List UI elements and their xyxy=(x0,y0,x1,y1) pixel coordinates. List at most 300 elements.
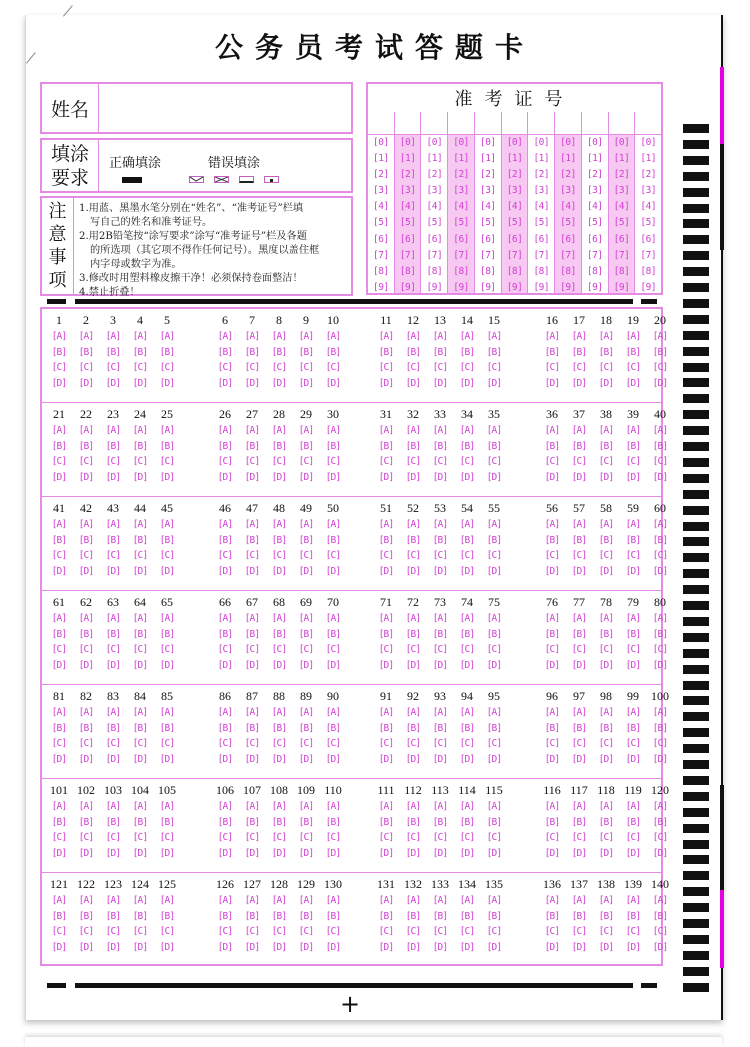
option-bubble[interactable]: [D] xyxy=(459,941,475,953)
digit-bubble[interactable]: [2] xyxy=(640,169,657,181)
option-bubble[interactable]: [A] xyxy=(571,895,587,906)
option-bubble[interactable]: [D] xyxy=(51,377,67,389)
option-bubble[interactable]: [B] xyxy=(459,722,475,734)
digit-bubble[interactable]: [1] xyxy=(453,153,469,165)
option-bubble[interactable]: [C] xyxy=(244,550,260,561)
option-bubble[interactable]: [A] xyxy=(271,331,287,342)
option-bubble[interactable]: [C] xyxy=(486,926,502,937)
digit-bubble[interactable]: [3] xyxy=(506,185,523,197)
digit-bubble[interactable]: [2] xyxy=(586,169,603,181)
digit-bubble[interactable]: [0] xyxy=(373,137,389,148)
option-bubble[interactable]: [B] xyxy=(159,346,175,358)
option-bubble[interactable]: [C] xyxy=(244,832,260,843)
option-bubble[interactable]: [C] xyxy=(486,738,502,749)
digit-bubble[interactable]: [6] xyxy=(426,233,443,245)
option-bubble[interactable]: [D] xyxy=(51,565,67,577)
option-bubble[interactable]: [D] xyxy=(486,753,502,765)
option-bubble[interactable]: [B] xyxy=(298,534,314,546)
option-bubble[interactable]: [D] xyxy=(378,659,394,671)
digit-bubble[interactable]: [3] xyxy=(426,185,443,197)
option-bubble[interactable]: [A] xyxy=(432,895,448,906)
option-bubble[interactable]: [D] xyxy=(244,753,260,765)
option-bubble[interactable]: [A] xyxy=(105,331,121,342)
option-bubble[interactable]: [A] xyxy=(378,425,394,436)
option-bubble[interactable]: [B] xyxy=(405,534,421,546)
option-bubble[interactable]: [A] xyxy=(78,801,94,812)
digit-bubble[interactable]: [7] xyxy=(586,249,603,261)
option-bubble[interactable]: [D] xyxy=(625,377,641,389)
option-bubble[interactable]: [A] xyxy=(298,613,314,624)
option-bubble[interactable]: [B] xyxy=(244,910,260,922)
option-bubble[interactable]: [A] xyxy=(298,331,314,342)
option-bubble[interactable]: [C] xyxy=(544,738,560,749)
option-bubble[interactable]: [D] xyxy=(105,565,121,577)
option-bubble[interactable]: [A] xyxy=(571,801,587,812)
digit-bubble[interactable]: [3] xyxy=(586,185,603,197)
option-bubble[interactable]: [C] xyxy=(78,926,94,937)
option-bubble[interactable]: [C] xyxy=(78,456,94,467)
option-bubble[interactable]: [C] xyxy=(432,832,448,843)
option-bubble[interactable]: [D] xyxy=(244,565,260,577)
digit-bubble[interactable]: [7] xyxy=(506,249,523,261)
option-bubble[interactable]: [B] xyxy=(105,722,121,734)
option-bubble[interactable]: [B] xyxy=(271,440,287,452)
option-bubble[interactable]: [B] xyxy=(459,816,475,828)
option-bubble[interactable]: [D] xyxy=(132,753,148,765)
option-bubble[interactable]: [D] xyxy=(78,377,94,389)
option-bubble[interactable]: [D] xyxy=(271,659,287,671)
digit-bubble[interactable]: [7] xyxy=(640,249,657,261)
option-bubble[interactable]: [A] xyxy=(105,425,121,436)
option-bubble[interactable]: [B] xyxy=(652,440,668,452)
option-bubble[interactable]: [D] xyxy=(217,941,233,953)
option-bubble[interactable]: [D] xyxy=(78,471,94,483)
option-bubble[interactable]: [A] xyxy=(217,425,233,436)
option-bubble[interactable]: [A] xyxy=(298,895,314,906)
option-bubble[interactable]: [C] xyxy=(544,456,560,467)
option-bubble[interactable]: [B] xyxy=(625,628,641,640)
digit-bubble[interactable]: [8] xyxy=(586,265,603,277)
option-bubble[interactable]: [D] xyxy=(378,941,394,953)
option-bubble[interactable]: [A] xyxy=(652,425,668,436)
option-bubble[interactable]: [D] xyxy=(486,659,502,671)
digit-bubble[interactable]: [0] xyxy=(506,137,523,148)
digit-bubble[interactable]: [3] xyxy=(479,185,496,197)
option-bubble[interactable]: [C] xyxy=(486,362,502,373)
option-bubble[interactable]: [D] xyxy=(132,377,148,389)
option-bubble[interactable]: [D] xyxy=(217,753,233,765)
option-bubble[interactable]: [B] xyxy=(51,346,67,358)
digit-bubble[interactable]: [0] xyxy=(640,137,657,148)
option-bubble[interactable]: [A] xyxy=(405,613,421,624)
option-bubble[interactable]: [A] xyxy=(459,613,475,624)
digit-bubble[interactable]: [6] xyxy=(506,233,523,245)
option-bubble[interactable]: [A] xyxy=(459,425,475,436)
option-bubble[interactable]: [C] xyxy=(652,362,668,373)
option-bubble[interactable]: [A] xyxy=(378,613,394,624)
option-bubble[interactable]: [C] xyxy=(217,926,233,937)
option-bubble[interactable]: [C] xyxy=(378,832,394,843)
option-bubble[interactable]: [D] xyxy=(625,471,641,483)
option-bubble[interactable]: [A] xyxy=(652,613,668,624)
option-bubble[interactable]: [D] xyxy=(271,753,287,765)
option-bubble[interactable]: [C] xyxy=(298,644,314,655)
option-bubble[interactable]: [B] xyxy=(598,722,614,734)
option-bubble[interactable]: [B] xyxy=(244,346,260,358)
option-bubble[interactable]: [B] xyxy=(51,722,67,734)
option-bubble[interactable]: [B] xyxy=(51,816,67,828)
option-bubble[interactable]: [B] xyxy=(132,816,148,828)
option-bubble[interactable]: [B] xyxy=(652,722,668,734)
option-bubble[interactable]: [A] xyxy=(105,895,121,906)
digit-bubble[interactable]: [3] xyxy=(533,185,550,197)
option-bubble[interactable]: [B] xyxy=(432,440,448,452)
digit-bubble[interactable]: [6] xyxy=(399,233,416,245)
option-bubble[interactable]: [B] xyxy=(325,628,341,640)
option-bubble[interactable]: [A] xyxy=(571,613,587,624)
option-bubble[interactable]: [B] xyxy=(132,628,148,640)
option-bubble[interactable]: [B] xyxy=(432,628,448,640)
option-bubble[interactable]: [C] xyxy=(298,926,314,937)
option-bubble[interactable]: [C] xyxy=(598,456,614,467)
digit-bubble[interactable]: [1] xyxy=(560,153,576,165)
option-bubble[interactable]: [B] xyxy=(598,440,614,452)
option-bubble[interactable]: [D] xyxy=(298,847,314,859)
digit-bubble[interactable]: [5] xyxy=(533,217,550,229)
option-bubble[interactable]: [C] xyxy=(51,926,67,937)
option-bubble[interactable]: [D] xyxy=(625,565,641,577)
option-bubble[interactable]: [A] xyxy=(51,707,67,718)
digit-bubble[interactable]: [5] xyxy=(586,217,603,229)
option-bubble[interactable]: [B] xyxy=(405,346,421,358)
option-bubble[interactable]: [D] xyxy=(652,565,668,577)
option-bubble[interactable]: [D] xyxy=(544,941,560,953)
option-bubble[interactable]: [C] xyxy=(325,550,341,561)
option-bubble[interactable]: [B] xyxy=(486,910,502,922)
option-bubble[interactable]: [A] xyxy=(486,801,502,812)
option-bubble[interactable]: [C] xyxy=(652,550,668,561)
digit-bubble[interactable]: [9] xyxy=(613,281,630,293)
option-bubble[interactable]: [A] xyxy=(159,331,175,342)
option-bubble[interactable]: [B] xyxy=(271,346,287,358)
option-bubble[interactable]: [A] xyxy=(625,613,641,624)
digit-bubble[interactable]: [1] xyxy=(399,153,416,165)
option-bubble[interactable]: [B] xyxy=(105,440,121,452)
digit-bubble[interactable]: [5] xyxy=(426,217,443,229)
digit-bubble[interactable]: [3] xyxy=(613,185,630,197)
digit-bubble[interactable]: [8] xyxy=(533,265,550,277)
option-bubble[interactable]: [D] xyxy=(432,753,448,765)
digit-bubble[interactable]: [6] xyxy=(613,233,630,245)
option-bubble[interactable]: [A] xyxy=(378,801,394,812)
option-bubble[interactable]: [D] xyxy=(159,659,175,671)
option-bubble[interactable]: [C] xyxy=(405,362,421,373)
option-bubble[interactable]: [B] xyxy=(105,534,121,546)
option-bubble[interactable]: [A] xyxy=(625,331,641,342)
digit-bubble[interactable]: [1] xyxy=(613,153,630,165)
option-bubble[interactable]: [C] xyxy=(652,738,668,749)
option-bubble[interactable]: [D] xyxy=(544,565,560,577)
digit-bubble[interactable]: [8] xyxy=(426,265,443,277)
digit-bubble[interactable]: [4] xyxy=(373,201,389,213)
option-bubble[interactable]: [D] xyxy=(459,377,475,389)
option-bubble[interactable]: [B] xyxy=(217,628,233,640)
option-bubble[interactable]: [D] xyxy=(432,471,448,483)
option-bubble[interactable]: [D] xyxy=(405,659,421,671)
option-bubble[interactable]: [B] xyxy=(217,910,233,922)
option-bubble[interactable]: [D] xyxy=(486,471,502,483)
digit-bubble[interactable]: [2] xyxy=(453,169,469,181)
option-bubble[interactable]: [D] xyxy=(405,471,421,483)
option-bubble[interactable]: [A] xyxy=(325,613,341,624)
option-bubble[interactable]: [C] xyxy=(544,644,560,655)
option-bubble[interactable]: [A] xyxy=(78,613,94,624)
option-bubble[interactable]: [B] xyxy=(544,722,560,734)
option-bubble[interactable]: [C] xyxy=(378,550,394,561)
option-bubble[interactable]: [C] xyxy=(486,550,502,561)
option-bubble[interactable]: [C] xyxy=(652,644,668,655)
option-bubble[interactable]: [D] xyxy=(298,659,314,671)
option-bubble[interactable]: [C] xyxy=(459,550,475,561)
option-bubble[interactable]: [A] xyxy=(432,801,448,812)
option-bubble[interactable]: [D] xyxy=(378,753,394,765)
option-bubble[interactable]: [C] xyxy=(159,362,175,373)
option-bubble[interactable]: [B] xyxy=(132,440,148,452)
option-bubble[interactable]: [C] xyxy=(378,738,394,749)
option-bubble[interactable]: [B] xyxy=(132,910,148,922)
option-bubble[interactable]: [A] xyxy=(132,519,148,530)
option-bubble[interactable]: [B] xyxy=(544,628,560,640)
option-bubble[interactable]: [C] xyxy=(132,644,148,655)
option-bubble[interactable]: [D] xyxy=(486,941,502,953)
digit-bubble[interactable]: [4] xyxy=(506,201,523,213)
option-bubble[interactable]: [B] xyxy=(459,534,475,546)
option-bubble[interactable]: [D] xyxy=(78,659,94,671)
option-bubble[interactable]: [C] xyxy=(459,362,475,373)
option-bubble[interactable]: [A] xyxy=(217,801,233,812)
option-bubble[interactable]: [D] xyxy=(432,847,448,859)
option-bubble[interactable]: [D] xyxy=(571,847,587,859)
option-bubble[interactable]: [B] xyxy=(217,816,233,828)
option-bubble[interactable]: [C] xyxy=(298,550,314,561)
option-bubble[interactable]: [C] xyxy=(271,456,287,467)
digit-bubble[interactable]: [1] xyxy=(640,153,657,165)
digit-bubble[interactable]: [9] xyxy=(453,281,469,293)
digit-bubble[interactable]: [0] xyxy=(426,137,443,148)
option-bubble[interactable]: [A] xyxy=(132,425,148,436)
digit-bubble[interactable]: [1] xyxy=(426,153,443,165)
option-bubble[interactable]: [A] xyxy=(271,425,287,436)
option-bubble[interactable]: [B] xyxy=(405,816,421,828)
option-bubble[interactable]: [A] xyxy=(325,707,341,718)
digit-bubble[interactable]: [4] xyxy=(399,201,416,213)
option-bubble[interactable]: [B] xyxy=(132,534,148,546)
option-bubble[interactable]: [D] xyxy=(271,377,287,389)
option-bubble[interactable]: [A] xyxy=(271,519,287,530)
option-bubble[interactable]: [B] xyxy=(459,346,475,358)
digit-bubble[interactable]: [0] xyxy=(479,137,496,148)
option-bubble[interactable]: [B] xyxy=(105,910,121,922)
option-bubble[interactable]: [C] xyxy=(432,926,448,937)
exam-id-digit-input[interactable] xyxy=(555,112,581,135)
digit-bubble[interactable]: [8] xyxy=(479,265,496,277)
option-bubble[interactable]: [C] xyxy=(51,738,67,749)
option-bubble[interactable]: [D] xyxy=(217,847,233,859)
option-bubble[interactable]: [D] xyxy=(598,659,614,671)
digit-bubble[interactable]: [5] xyxy=(506,217,523,229)
option-bubble[interactable]: [B] xyxy=(459,628,475,640)
option-bubble[interactable]: [D] xyxy=(432,377,448,389)
option-bubble[interactable]: [C] xyxy=(625,456,641,467)
option-bubble[interactable]: [D] xyxy=(159,941,175,953)
option-bubble[interactable]: [A] xyxy=(298,707,314,718)
option-bubble[interactable]: [A] xyxy=(159,519,175,530)
option-bubble[interactable]: [B] xyxy=(298,628,314,640)
option-bubble[interactable]: [C] xyxy=(132,362,148,373)
option-bubble[interactable]: [A] xyxy=(625,425,641,436)
option-bubble[interactable]: [A] xyxy=(271,801,287,812)
option-bubble[interactable]: [A] xyxy=(78,425,94,436)
option-bubble[interactable]: [D] xyxy=(625,847,641,859)
option-bubble[interactable]: [A] xyxy=(571,331,587,342)
option-bubble[interactable]: [C] xyxy=(544,832,560,843)
option-bubble[interactable]: [C] xyxy=(78,738,94,749)
option-bubble[interactable]: [A] xyxy=(132,613,148,624)
option-bubble[interactable]: [A] xyxy=(544,425,560,436)
option-bubble[interactable]: [B] xyxy=(571,816,587,828)
option-bubble[interactable]: [C] xyxy=(132,738,148,749)
option-bubble[interactable]: [B] xyxy=(325,816,341,828)
option-bubble[interactable]: [D] xyxy=(486,565,502,577)
option-bubble[interactable]: [D] xyxy=(244,847,260,859)
option-bubble[interactable]: [C] xyxy=(598,362,614,373)
option-bubble[interactable]: [A] xyxy=(652,801,668,812)
option-bubble[interactable]: [A] xyxy=(544,707,560,718)
option-bubble[interactable]: [A] xyxy=(598,519,614,530)
option-bubble[interactable]: [B] xyxy=(217,440,233,452)
digit-bubble[interactable]: [0] xyxy=(613,137,630,148)
option-bubble[interactable]: [B] xyxy=(652,628,668,640)
option-bubble[interactable]: [C] xyxy=(625,362,641,373)
option-bubble[interactable]: [D] xyxy=(271,941,287,953)
option-bubble[interactable]: [A] xyxy=(378,707,394,718)
option-bubble[interactable]: [D] xyxy=(132,471,148,483)
option-bubble[interactable]: [C] xyxy=(405,738,421,749)
option-bubble[interactable]: [D] xyxy=(405,941,421,953)
option-bubble[interactable]: [A] xyxy=(217,519,233,530)
digit-bubble[interactable]: [8] xyxy=(613,265,630,277)
option-bubble[interactable]: [B] xyxy=(459,910,475,922)
digit-bubble[interactable]: [9] xyxy=(560,281,576,293)
option-bubble[interactable]: [B] xyxy=(598,910,614,922)
exam-id-digit-input[interactable] xyxy=(368,112,394,135)
option-bubble[interactable]: [C] xyxy=(271,362,287,373)
option-bubble[interactable]: [A] xyxy=(105,519,121,530)
option-bubble[interactable]: [D] xyxy=(51,847,67,859)
option-bubble[interactable]: [A] xyxy=(378,519,394,530)
option-bubble[interactable]: [A] xyxy=(378,331,394,342)
option-bubble[interactable]: [B] xyxy=(244,722,260,734)
option-bubble[interactable]: [B] xyxy=(405,910,421,922)
option-bubble[interactable]: [C] xyxy=(432,644,448,655)
option-bubble[interactable]: [D] xyxy=(325,941,341,953)
option-bubble[interactable]: [B] xyxy=(159,628,175,640)
option-bubble[interactable]: [C] xyxy=(571,362,587,373)
option-bubble[interactable]: [D] xyxy=(159,565,175,577)
option-bubble[interactable]: [D] xyxy=(78,753,94,765)
digit-bubble[interactable]: [8] xyxy=(373,265,389,277)
option-bubble[interactable]: [D] xyxy=(159,847,175,859)
option-bubble[interactable]: [A] xyxy=(271,613,287,624)
option-bubble[interactable]: [D] xyxy=(486,847,502,859)
option-bubble[interactable]: [C] xyxy=(298,738,314,749)
digit-bubble[interactable]: [1] xyxy=(533,153,550,165)
option-bubble[interactable]: [C] xyxy=(244,926,260,937)
option-bubble[interactable]: [C] xyxy=(571,738,587,749)
option-bubble[interactable]: [C] xyxy=(244,456,260,467)
option-bubble[interactable]: [B] xyxy=(486,534,502,546)
option-bubble[interactable]: [D] xyxy=(217,565,233,577)
option-bubble[interactable]: [D] xyxy=(486,377,502,389)
digit-bubble[interactable]: [7] xyxy=(613,249,630,261)
option-bubble[interactable]: [D] xyxy=(571,659,587,671)
option-bubble[interactable]: [C] xyxy=(271,644,287,655)
option-bubble[interactable]: [A] xyxy=(486,519,502,530)
option-bubble[interactable]: [A] xyxy=(78,331,94,342)
option-bubble[interactable]: [B] xyxy=(432,534,448,546)
option-bubble[interactable]: [D] xyxy=(78,847,94,859)
option-bubble[interactable]: [B] xyxy=(652,534,668,546)
option-bubble[interactable]: [D] xyxy=(652,753,668,765)
option-bubble[interactable]: [D] xyxy=(78,941,94,953)
digit-bubble[interactable]: [2] xyxy=(560,169,576,181)
digit-bubble[interactable]: [7] xyxy=(560,249,576,261)
option-bubble[interactable]: [A] xyxy=(159,801,175,812)
option-bubble[interactable]: [B] xyxy=(244,440,260,452)
option-bubble[interactable]: [D] xyxy=(652,847,668,859)
option-bubble[interactable]: [D] xyxy=(132,941,148,953)
option-bubble[interactable]: [B] xyxy=(244,816,260,828)
option-bubble[interactable]: [A] xyxy=(405,519,421,530)
option-bubble[interactable]: [B] xyxy=(405,628,421,640)
option-bubble[interactable]: [C] xyxy=(378,456,394,467)
option-bubble[interactable]: [A] xyxy=(544,801,560,812)
option-bubble[interactable]: [A] xyxy=(405,331,421,342)
digit-bubble[interactable]: [8] xyxy=(560,265,576,277)
option-bubble[interactable]: [B] xyxy=(432,722,448,734)
option-bubble[interactable]: [B] xyxy=(51,628,67,640)
option-bubble[interactable]: [C] xyxy=(598,550,614,561)
option-bubble[interactable]: [C] xyxy=(378,644,394,655)
digit-bubble[interactable]: [0] xyxy=(453,137,469,148)
option-bubble[interactable]: [A] xyxy=(432,707,448,718)
option-bubble[interactable]: [B] xyxy=(625,346,641,358)
option-bubble[interactable]: [A] xyxy=(652,707,668,718)
option-bubble[interactable]: [C] xyxy=(159,456,175,467)
option-bubble[interactable]: [B] xyxy=(625,722,641,734)
option-bubble[interactable]: [D] xyxy=(432,659,448,671)
option-bubble[interactable]: [A] xyxy=(244,801,260,812)
option-bubble[interactable]: [D] xyxy=(298,377,314,389)
option-bubble[interactable]: [A] xyxy=(325,519,341,530)
option-bubble[interactable]: [D] xyxy=(652,659,668,671)
option-bubble[interactable]: [B] xyxy=(544,910,560,922)
option-bubble[interactable]: [D] xyxy=(459,659,475,671)
option-bubble[interactable]: [A] xyxy=(405,801,421,812)
option-bubble[interactable]: [C] xyxy=(159,926,175,937)
option-bubble[interactable]: [D] xyxy=(105,377,121,389)
option-bubble[interactable]: [D] xyxy=(298,471,314,483)
